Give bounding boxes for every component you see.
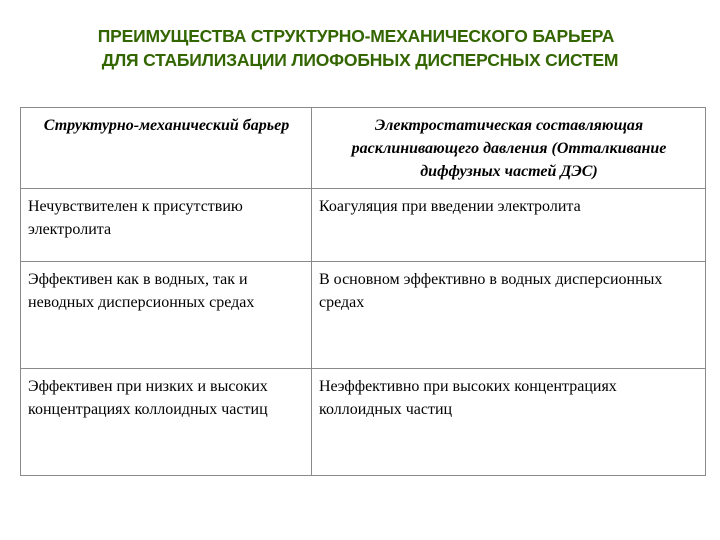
table-row xyxy=(21,189,706,262)
table-header-row xyxy=(21,108,706,189)
comparison-table xyxy=(20,107,706,476)
table-cell: Эффективен как в водных, так и неводных дисперсионных средах xyxy=(21,262,312,369)
table-cell: Коагуляция при введении электролита xyxy=(312,189,706,262)
table-cell: В основном эффективно в водных дисперсионных средах xyxy=(312,262,706,369)
table-row xyxy=(21,262,706,369)
table-cell: Неэффективно при высоких концентрациях коллоидных частиц xyxy=(312,369,706,476)
slide-title xyxy=(0,24,720,72)
title-line-1: ПРЕИМУЩЕСТВА СТРУКТУРНО-МЕХАНИЧЕСКОГО БАРЬЕРА xyxy=(97,26,615,46)
header-structural-barrier: Структурно-механический барьер xyxy=(21,108,312,189)
table-row xyxy=(21,369,706,476)
header-electrostatic-component: Электростатическая составляющая расклинивающего давления (Отталкивание диффузных частей ДЭС) xyxy=(312,108,706,189)
table-cell: Эффективен при низких и высоких концентрациях коллоидных частиц xyxy=(21,369,312,476)
title-line-2: ДЛЯ СТАБИЛИЗАЦИИ ЛИОФОБНЫХ ДИСПЕРСНЫХ СИСТЕМ xyxy=(101,50,619,70)
table-cell: Нечувствителен к присутствию электролита xyxy=(21,189,312,262)
